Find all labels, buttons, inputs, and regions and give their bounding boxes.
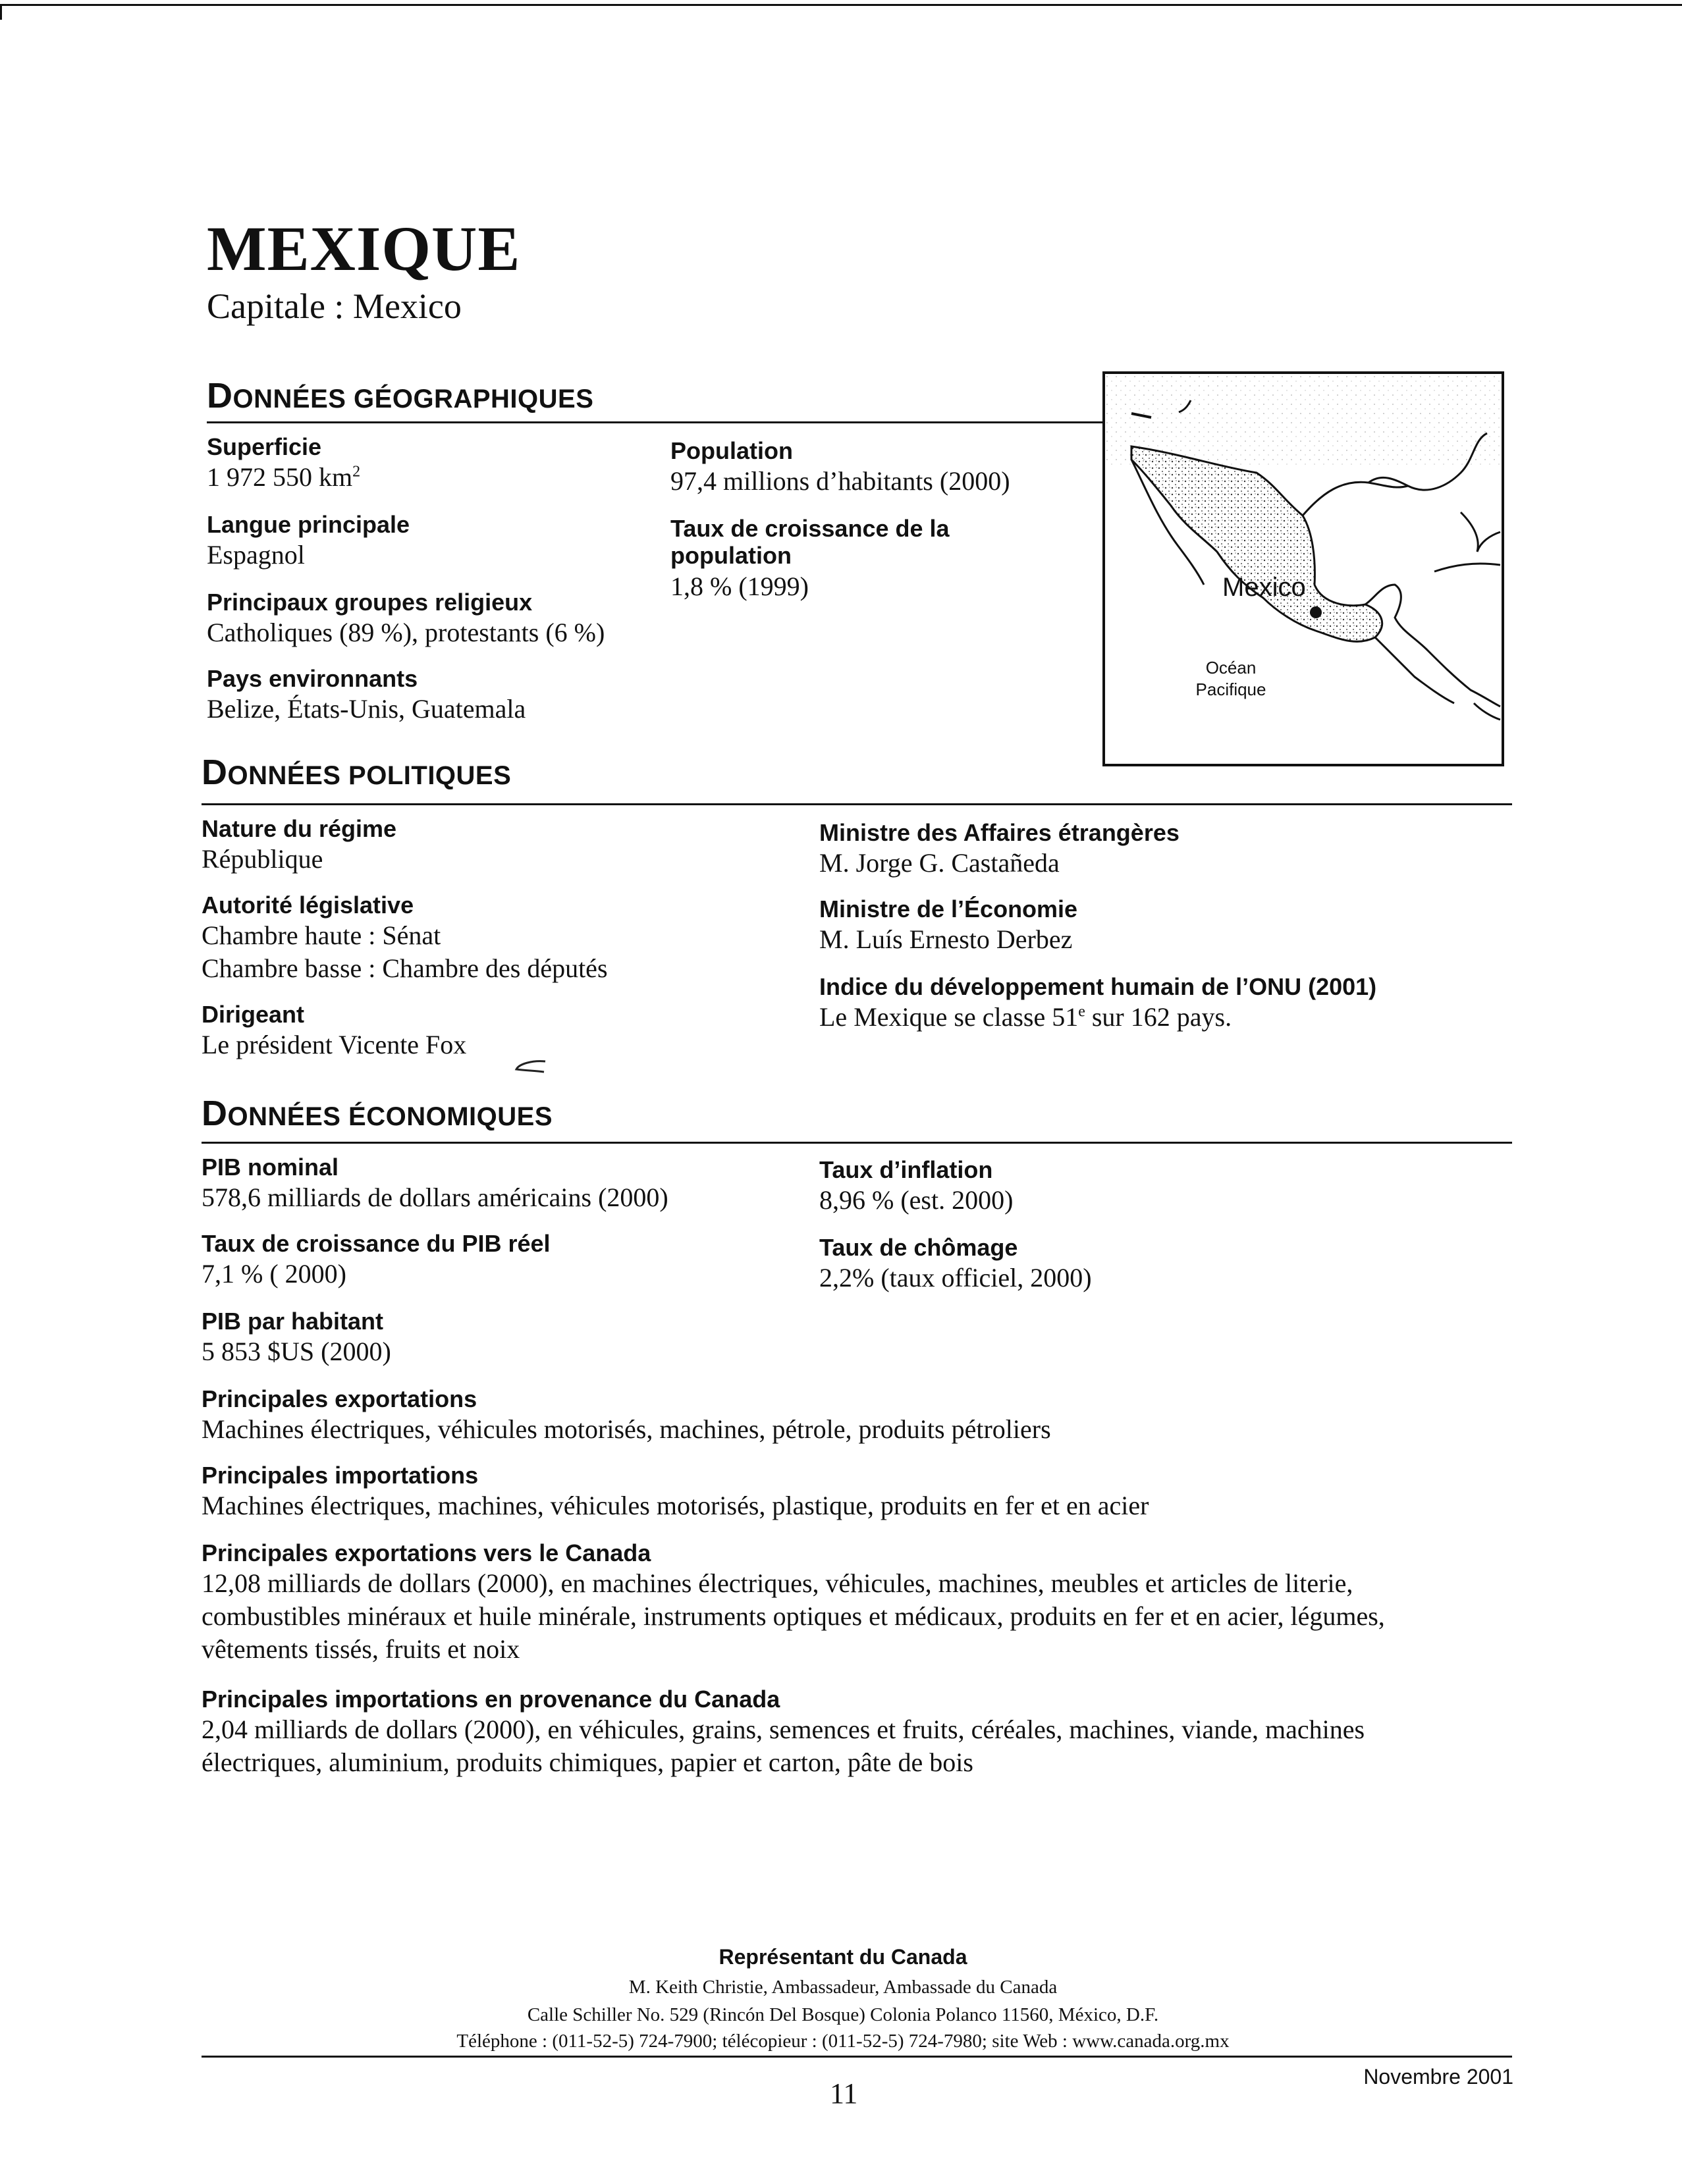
religion-block [207,589,605,649]
idh-value: Le Mexique se classe 51e sur 162 pays. [819,1002,1232,1032]
exports-canada-block [202,1539,1385,1665]
dirigeant-block [202,1001,466,1061]
regime-block [202,815,396,875]
religion-value: Catholiques (89 %), protestants (6 %) [207,618,605,648]
population-label: Population [670,437,793,464]
exports-canada-line-1: 12,08 milliards de dollars (2000), en machines électriques, véhicules, machines, meubles et articles de literie, [202,1568,1353,1599]
croissance-pib-label: Taux de croissance du PIB réel [202,1230,551,1257]
dirigeant-label: Dirigeant [202,1001,305,1028]
exports-canada-line-3: vêtements tissés, fruits et noix [202,1634,520,1665]
superficie-value: 1 972 550 $km^2$ [207,462,361,493]
footer-line-3: Téléphone : (011-52-5) 724-7900; télécopieur : (011-52-5) 724-7980; site Web : www.canada.org.mx [456,2031,1230,2052]
imports-label: Principales importations [202,1462,479,1489]
idh-label: Indice du développement humain de l’ONU (2001) [819,973,1377,1000]
dirigeant-value: Le président Vicente Fox [202,1030,467,1060]
eco-section-rule [202,1142,1512,1144]
croissance-pop-label-1: Taux de croissance de la [670,515,950,542]
pib-habitant-block [202,1308,391,1368]
autorite-value-2: Chambre basse : Chambre des députés [202,953,608,984]
exports-canada-label: Principales exportations vers le Canada [202,1539,651,1566]
pol-section-heading: DONNÉES POLITIQUES [202,753,512,792]
imports-canada-label: Principales importations en provenance du Canada [202,1686,780,1713]
footer-line-2: Calle Schiller No. 529 (Rincón Del Bosque) Colonia Polanco 11560, México, D.F. [527,2004,1159,2025]
map-ocean-label: Océan Pacifique [1195,658,1266,699]
langue-block [207,511,410,571]
ministre-ae-value: M. Jorge G. Castañeda [819,848,1060,878]
pib-value: 578,6 milliards de dollars américains (2000) [202,1183,668,1213]
imports-block [202,1462,1149,1522]
top-border-line [0,4,1682,6]
ministre-eco-value: M. Luís Ernesto Derbez [819,924,1073,955]
regime-label: Nature du régime [202,815,397,842]
footer-rule [202,2056,1512,2058]
page-title: MEXIQUE [207,213,521,284]
langue-value: Espagnol [207,540,305,570]
geo-section-rule [207,421,1104,423]
chomage-label: Taux de chômage [819,1234,1018,1261]
croissance-pib-block [202,1230,551,1290]
ministre-ae-label: Ministre des Affaires étrangères [819,819,1180,846]
imports-value: Machines électriques, machines, véhicules motorisés, plastique, produits en fer et en acier [202,1491,1149,1521]
croissance-pib-value: 7,1 % ( 2000) [202,1259,346,1289]
inflation-label: Taux d’inflation [819,1156,993,1183]
footer-line-1: M. Keith Christie, Ambassadeur, Ambassade du Canada [628,1977,1058,1998]
idh-block [819,973,1376,1033]
pol-section-rule [202,803,1512,805]
croissance-pop-value: 1,8 % (1999) [670,571,809,601]
croissance-pop-block [670,515,950,602]
superficie-exponent: 2 [352,464,361,481]
pays-block [207,665,526,725]
croissance-pop-label-2: population [670,542,792,570]
mexico-map [1102,371,1504,766]
ministre-eco-label: Ministre de l’Économie [819,895,1078,922]
langue-label: Langue principale [207,511,410,538]
exports-label: Principales exportations [202,1385,477,1412]
exports-value: Machines électriques, véhicules motorisés, machines, pétrole, produits pétroliers [202,1414,1051,1445]
pays-label: Pays environnants [207,665,418,692]
pays-value: Belize, États-Unis, Guatemala [207,694,526,724]
pib-block [202,1154,668,1213]
population-value: 97,4 millions d’habitants (2000) [670,466,1010,496]
population-block [670,437,1010,497]
imports-canada-line-1: 2,04 milliards de dollars (2000), en véhicules, grains, semences et fruits, céréales, machines, viande, machines [202,1715,1365,1745]
pib-label: PIB nominal [202,1154,339,1181]
ministre-eco-block [819,895,1077,955]
ministre-ae-block [819,819,1180,879]
regime-value: République [202,844,323,874]
exports-block [202,1385,1051,1445]
religion-label: Principaux groupes religieux [207,589,533,616]
page-number: 11 [830,2077,858,2110]
autorite-label: Autorité législative [202,892,414,919]
pib-habitant-label: PIB par habitant [202,1308,384,1335]
imports-canada-line-2: électriques, aluminium, produits chimiques, papier et carton, pâte de bois [202,1747,973,1778]
footer-heading: Représentant du Canada [719,1945,967,1969]
imports-canada-block [202,1686,1365,1778]
chomage-value: 2,2% (taux officiel, 2000) [819,1263,1092,1293]
exports-canada-line-2: combustibles minéraux et huile minérale, instruments optiques et médicaux, produits en fer et en acier, légumes, [202,1601,1385,1632]
autorite-value-1: Chambre haute : Sénat [202,920,441,951]
capital-subtitle: Capitale : Mexico [207,286,462,326]
chomage-block [819,1234,1092,1294]
autorite-block [202,892,608,984]
pib-habitant-value: 5 853 $US (2000) [202,1337,391,1367]
footer-date: Novembre 2001 [1363,2065,1513,2089]
mexico-map-drawing [1105,374,1502,764]
eco-section-heading: DONNÉES ÉCONOMIQUES [202,1094,553,1133]
inflation-block [819,1156,1013,1216]
inflation-value: 8,96 % (est. 2000) [819,1185,1014,1215]
geo-section-heading: DONNÉES GÉOGRAPHIQUES [207,376,594,415]
superficie-label: Superficie [207,433,322,460]
handwritten-mark [512,1057,552,1077]
map-city-label: Mexico [1222,573,1306,602]
superficie-block [207,433,360,493]
left-tick-mark [0,4,2,20]
